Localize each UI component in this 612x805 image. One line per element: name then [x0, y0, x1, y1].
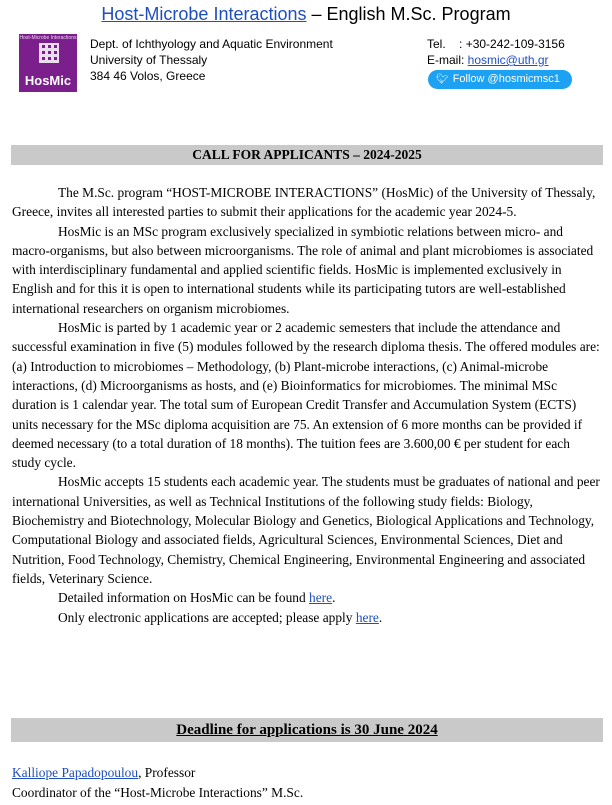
program-suffix: – English M.Sc. Program: [306, 4, 511, 24]
apply-text: Only electronic applications are accepted; please apply: [58, 609, 356, 625]
announcement-body: [12, 183, 602, 627]
apply-link[interactable]: here: [355, 609, 379, 625]
email-label: E-mail:: [427, 53, 468, 67]
deadline-banner: Deadline for applications is 30 June 2024: [11, 718, 603, 742]
call-for-applicants-heading: CALL FOR APPLICANTS – 2024-2025: [11, 145, 603, 165]
hosmic-logo: [19, 34, 77, 92]
paragraph-intro: The M.Sc. program “HOST-MICROBE INTERACTIONS” (HosMic) of the University of Thessaly, Greece, invites all interested parties to submit their applications for the academic year 2024-5.: [12, 185, 596, 220]
logo-tagline: Host-Microbe Interactions: [19, 35, 77, 41]
logo-text: HosMic: [24, 73, 72, 88]
paragraph-program-description: HosMic is an MSc program exclusively specialized in symbiotic relations between micro- and macro-organisms, but also between microorganisms. The role of animal and plant microbiomes is associated with interdisciplinary fundamental and applied scientific fields. HosMic is implemented exclusively in English and for this it is open to international students while its participating tutors are well-established international researchers on organism microbiomes.: [12, 223, 594, 316]
twitter-bird-icon: 🐦︎: [436, 74, 449, 85]
apply-period: .: [378, 609, 383, 625]
twitter-follow-button[interactable]: [428, 70, 572, 89]
email-row: [427, 52, 565, 68]
detailed-info-link[interactable]: here: [309, 590, 333, 606]
department-address: [90, 36, 333, 84]
signatory-name-link[interactable]: Kalliope Papadopoulou: [12, 765, 139, 780]
paragraph-detailed-info: [12, 588, 602, 607]
page-header-title: [0, 4, 612, 25]
paragraph-apply: [12, 608, 602, 627]
program-link[interactable]: Host-Microbe Interactions: [101, 4, 307, 24]
tel-label: Tel. :: [427, 37, 466, 51]
detailed-info-text: Detailed information on HosMic can be found: [58, 590, 310, 606]
follow-label: Follow @hosmicmsc1: [452, 73, 560, 85]
email-link[interactable]: hosmic@uth.gr: [467, 53, 549, 67]
paragraph-program-structure: HosMic is parted by 1 academic year or 2 academic semesters that include the attendance and successful examination in five (5) modules followed by the research diploma thesis. The offered modules are: (a) Introduction to microbiomes – Methodology, (b) Plant-microbe interactions, (c) Animal-microbe interactions, (d) Microorganisms as hosts, and (e) Bioinformatics for microbiomes. The minimal MSc duration is 1 calendar year. The total sum of European Credit Transfer and Accumulation System (ECTS) units necessary for the MSc diploma acquisition are 75. An extension of 6 more months can be provided if deemed necessary (to a total duration of 18 months). The tuition fees are 3.600,00 € per student for each study cycle.: [12, 320, 600, 471]
tel-row: [427, 36, 565, 52]
dept-line-2: University of Thessaly: [90, 53, 208, 67]
signatory-line: [12, 763, 303, 783]
dept-line-1: Dept. of Ichthyology and Aquatic Environment: [90, 37, 333, 51]
dept-line-3: 384 46 Volos, Greece: [90, 69, 206, 83]
qr-code-icon: [39, 43, 59, 63]
contact-info: [427, 36, 565, 68]
tel-value: +30-242-109-3156: [465, 37, 565, 51]
signature-block: [12, 763, 303, 802]
paragraph-admission: HosMic accepts 15 students each academic year. The students must be graduates of national and peer international Universities, as well as Technical Institutions of the following study fields: Biology, Biochemistry and Biotechnology, Molecular Biology and Genetics, Biological Applications and Technology, Computational Biology and associated fields, Agricultural Sciences, Environmental Sciences, Diet and Nutrition, Food Technology, Chemistry, Chemical Engineering, Environmental Engineering and associated fields, Veterinary Science.: [12, 474, 600, 586]
signatory-role: Coordinator of the “Host-Microbe Interactions” M.Sc.: [12, 784, 304, 800]
detailed-info-period: .: [332, 590, 336, 606]
signatory-title: , Professor: [138, 765, 196, 780]
